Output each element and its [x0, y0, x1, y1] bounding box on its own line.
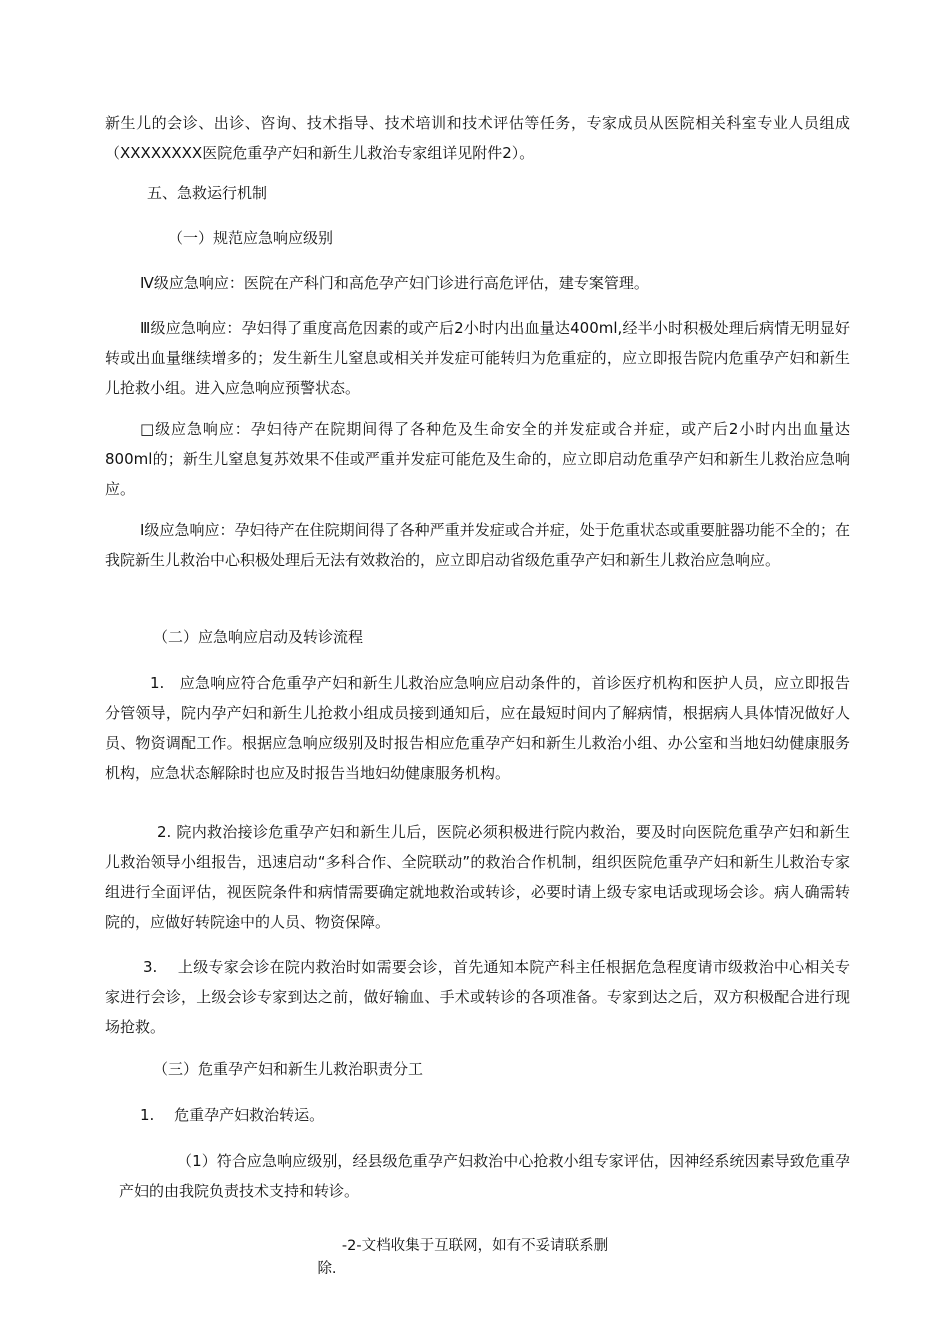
sub-item-1-neurological-cases: （1）符合应急响应级别，经县级危重孕产妇救治中心抢救小组专家评估，因神经系统因素导致危重孕产妇的由我院负责技术支持和转诊。 — [119, 1152, 850, 1200]
level-4-response-paragraph: Ⅳ级应急响应：医院在产科门和高危孕产妇门诊进行高危评估，建专案管理。 — [140, 274, 649, 292]
level-3-response-paragraph: Ⅲ级应急响应：孕妇得了重度高危因素的或产后2小时内出血量达400ml,经半小时积极处理后病情无明显好转或出血量继续增多的；发生新生儿窒息或相关并发症可能转归为危重症的，应立即报告院内危重孕产妇和新生儿抢救小组。进入应急响应预警状态。 — [105, 319, 850, 397]
list-item-1-maternal-transfer: 1. 危重孕产妇救治转运。 — [140, 1106, 325, 1124]
intro-paragraph-tail: 新生儿的会诊、出诊、咨询、技术指导、技术培训和技术评估等任务，专家成员从医院相关科室专业人员组成（XXXXXXXX医院危重孕产妇和新生儿救治专家组详见附件2）。 — [105, 114, 850, 162]
level-1-response-paragraph: Ⅰ级应急响应：孕妇待产在住院期间得了各种严重并发症或合并症，处于危重状态或重要脏器功能不全的；在我院新生儿救治中心积极处理后无法有效救治的，应立即启动省级危重孕产妇和新生儿救治应急响应。 — [105, 521, 850, 569]
list-item-2-in-hospital-treatment: 2. 院内救治接诊危重孕产妇和新生儿后，医院必须积极进行院内救治，要及时向医院危重孕产妇和新生儿救治领导小组报告，迅速启动“多科合作、全院联动”的救治合作机制，组织医院危重孕产妇和新生儿救治专家组进行全面评估，视医院条件和病情需要确定就地救治或转诊，必要时请上级专家电话或现场会诊。病人确需转院的，应做好转院途中的人员、物资保障。 — [105, 823, 850, 931]
subsection-heading-response-levels: （一）规范应急响应级别 — [168, 229, 334, 247]
subsection-heading-responsibilities: （三）危重孕产妇和新生儿救治职责分工 — [153, 1060, 424, 1078]
level-2-response-paragraph: □级应急响应：孕妇待产在院期间得了各种危及生命安全的并发症或合并症，或产后2小时内出血量达800ml的；新生儿窒息复苏效果不佳或严重并发症可能危及生命的，应立即启动危重孕产妇和新生儿救治应急响应。 — [105, 420, 850, 498]
page-footer-line-1: -2-文档收集于互联网，如有不妥请联系删 — [341, 1238, 609, 1254]
list-item-3-expert-consultation: 3. 上级专家会诊在院内救治时如需要会诊，首先通知本院产科主任根据危急程度请市级救治中心相关专家进行会诊，上级会诊专家到达之前，做好输血、手术或转诊的各项准备。专家到达之后，双方积极配合进行现场抢救。 — [105, 958, 850, 1036]
list-item-1-emergency-response: 1. 应急响应符合危重孕产妇和新生儿救治应急响应启动条件的，首诊医疗机构和医护人员，应立即报告分管领导，院内孕产妇和新生儿抢救小组成员接到通知后，应在最短时间内了解病情，根据病人具体情况做好人员、物资调配工作。根据应急响应级别及时报告相应危重孕产妇和新生儿救治小组、办公室和当地妇幼健康服务机构，应急状态解除时也应及时报告当地妇幼健康服务机构。 — [105, 674, 850, 782]
subsection-heading-launch-and-referral: （二）应急响应启动及转诊流程 — [153, 628, 364, 646]
page-footer-line-2: 除. — [317, 1261, 337, 1277]
section-heading-emergency-mechanism: 五、急救运行机制 — [147, 184, 268, 202]
